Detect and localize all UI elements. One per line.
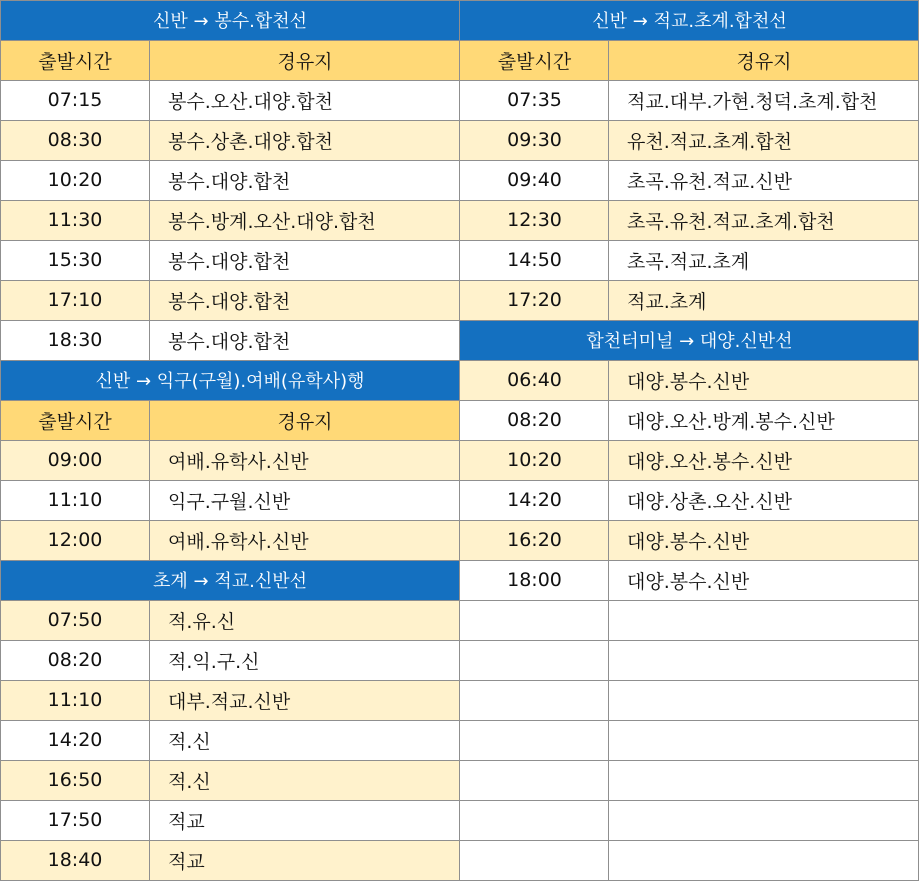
grid-line: [149, 800, 150, 840]
grid-line: [608, 680, 609, 720]
trip-via: 적교: [150, 840, 460, 880]
grid-line: [608, 640, 609, 680]
trip-via: 초곡.적교.초계: [609, 240, 919, 280]
trip-via: 봉수.대양.합천: [150, 280, 460, 320]
grid-line: [608, 440, 609, 480]
trip-time: 12:00: [0, 520, 150, 560]
empty-cell: [609, 800, 919, 840]
trip-via: 적교: [150, 800, 460, 840]
empty-cell: [460, 680, 609, 720]
trip-time: 09:00: [0, 440, 150, 480]
trip-time: 11:30: [0, 200, 150, 240]
trip-via: 대양.오산.방계.봉수.신반: [609, 400, 919, 440]
trip-via: 봉수.방계.오산.대양.합천: [150, 200, 460, 240]
trip-time: 08:20: [0, 640, 150, 680]
trip-time: 17:20: [460, 280, 609, 320]
trip-via: 봉수.대양.합천: [150, 160, 460, 200]
grid-line: [0, 0, 1, 881]
trip-via: 적.신: [150, 760, 460, 800]
grid-line: [149, 520, 150, 560]
empty-cell: [460, 720, 609, 760]
trip-time: 09:40: [460, 160, 609, 200]
trip-time: 14:50: [460, 240, 609, 280]
grid-line: [608, 800, 609, 840]
trip-time: 07:15: [0, 80, 150, 120]
trip-time: 06:40: [460, 360, 609, 400]
grid-line: [608, 520, 609, 560]
grid-line: [608, 560, 609, 600]
empty-cell: [609, 760, 919, 800]
trip-via: 대양.봉수.신반: [609, 520, 919, 560]
grid-line: [149, 80, 150, 120]
header-time: 출발시간: [0, 40, 150, 80]
grid-line: [459, 0, 460, 881]
grid-line: [149, 320, 150, 360]
route-title-chogye-jeokgyo: 초계 → 적교.신반선: [0, 560, 460, 600]
trip-time: 16:20: [460, 520, 609, 560]
trip-via: 여배.유학사.신반: [150, 520, 460, 560]
grid-line: [608, 40, 609, 80]
trip-via: 유천.적교.초계.합천: [609, 120, 919, 160]
grid-line: [608, 120, 609, 160]
grid-line: [149, 280, 150, 320]
trip-time: 07:35: [460, 80, 609, 120]
trip-time: 18:40: [0, 840, 150, 880]
trip-via: 대양.상촌.오산.신반: [609, 480, 919, 520]
grid-line: [608, 240, 609, 280]
grid-line: [149, 440, 150, 480]
grid-line: [149, 720, 150, 760]
trip-via: 적교.대부.가현.청덕.초계.합천: [609, 80, 919, 120]
grid-line: [608, 720, 609, 760]
empty-cell: [609, 680, 919, 720]
trip-via: 여배.유학사.신반: [150, 440, 460, 480]
route-title-sinban-ikgu: 신반 → 익구(구월).여배(유학사)행: [0, 360, 460, 400]
grid-line: [608, 200, 609, 240]
trip-time: 08:30: [0, 120, 150, 160]
grid-line: [149, 400, 150, 440]
trip-via: 초곡.유천.적교.신반: [609, 160, 919, 200]
trip-time: 17:10: [0, 280, 150, 320]
trip-time: 14:20: [0, 720, 150, 760]
grid-line: [608, 160, 609, 200]
trip-time: 10:20: [0, 160, 150, 200]
trip-time: 14:20: [460, 480, 609, 520]
grid-line: [149, 200, 150, 240]
trip-time: 08:20: [460, 400, 609, 440]
trip-via: 적.유.신: [150, 600, 460, 640]
grid-line: [608, 760, 609, 800]
trip-via: 대양.봉수.신반: [609, 360, 919, 400]
empty-cell: [460, 840, 609, 880]
empty-cell: [460, 640, 609, 680]
trip-via: 대부.적교.신반: [150, 680, 460, 720]
grid-line: [149, 680, 150, 720]
grid-line: [149, 160, 150, 200]
trip-via: 익구.구월.신반: [150, 480, 460, 520]
trip-time: 17:50: [0, 800, 150, 840]
header-time: 출발시간: [460, 40, 609, 80]
trip-time: 12:30: [460, 200, 609, 240]
trip-time: 18:00: [460, 560, 609, 600]
empty-cell: [609, 600, 919, 640]
route-title-hapcheon-daeyang: 합천터미널 → 대양.신반선: [460, 320, 919, 360]
grid-line: [608, 480, 609, 520]
empty-cell: [609, 840, 919, 880]
trip-time: 11:10: [0, 480, 150, 520]
trip-via: 적.신: [150, 720, 460, 760]
trip-time: 16:50: [0, 760, 150, 800]
empty-cell: [460, 800, 609, 840]
header-time: 출발시간: [0, 400, 150, 440]
grid-line: [608, 400, 609, 440]
grid-line: [149, 480, 150, 520]
trip-via: 적교.초계: [609, 280, 919, 320]
grid-line: [149, 240, 150, 280]
trip-time: 10:20: [460, 440, 609, 480]
trip-via: 봉수.상촌.대양.합천: [150, 120, 460, 160]
trip-time: 09:30: [460, 120, 609, 160]
grid-line: [149, 600, 150, 640]
trip-via: 적.익.구.신: [150, 640, 460, 680]
grid-line: [149, 120, 150, 160]
empty-cell: [609, 720, 919, 760]
trip-time: 18:30: [0, 320, 150, 360]
header-via: 경유지: [150, 400, 460, 440]
header-via: 경유지: [609, 40, 919, 80]
grid-line: [149, 40, 150, 80]
trip-via: 봉수.대양.합천: [150, 240, 460, 280]
grid-line: [608, 80, 609, 120]
grid-line: [149, 840, 150, 880]
empty-cell: [460, 600, 609, 640]
trip-via: 대양.봉수.신반: [609, 560, 919, 600]
trip-time: 15:30: [0, 240, 150, 280]
empty-cell: [460, 760, 609, 800]
route-title-sinban-bongsu: 신반 → 봉수.합천선: [0, 0, 460, 40]
trip-via: 대양.오산.봉수.신반: [609, 440, 919, 480]
trip-time: 11:10: [0, 680, 150, 720]
grid-line: [149, 640, 150, 680]
grid-line: [149, 760, 150, 800]
trip-via: 봉수.대양.합천: [150, 320, 460, 360]
route-title-sinban-jeokgyo: 신반 → 적교.초계.합천선: [460, 0, 919, 40]
trip-time: 07:50: [0, 600, 150, 640]
empty-cell: [609, 640, 919, 680]
grid-line: [608, 280, 609, 320]
grid-line: [608, 360, 609, 400]
grid-line: [608, 840, 609, 880]
trip-via: 초곡.유천.적교.초계.합천: [609, 200, 919, 240]
grid-line: [608, 600, 609, 640]
trip-via: 봉수.오산.대양.합천: [150, 80, 460, 120]
header-via: 경유지: [150, 40, 460, 80]
